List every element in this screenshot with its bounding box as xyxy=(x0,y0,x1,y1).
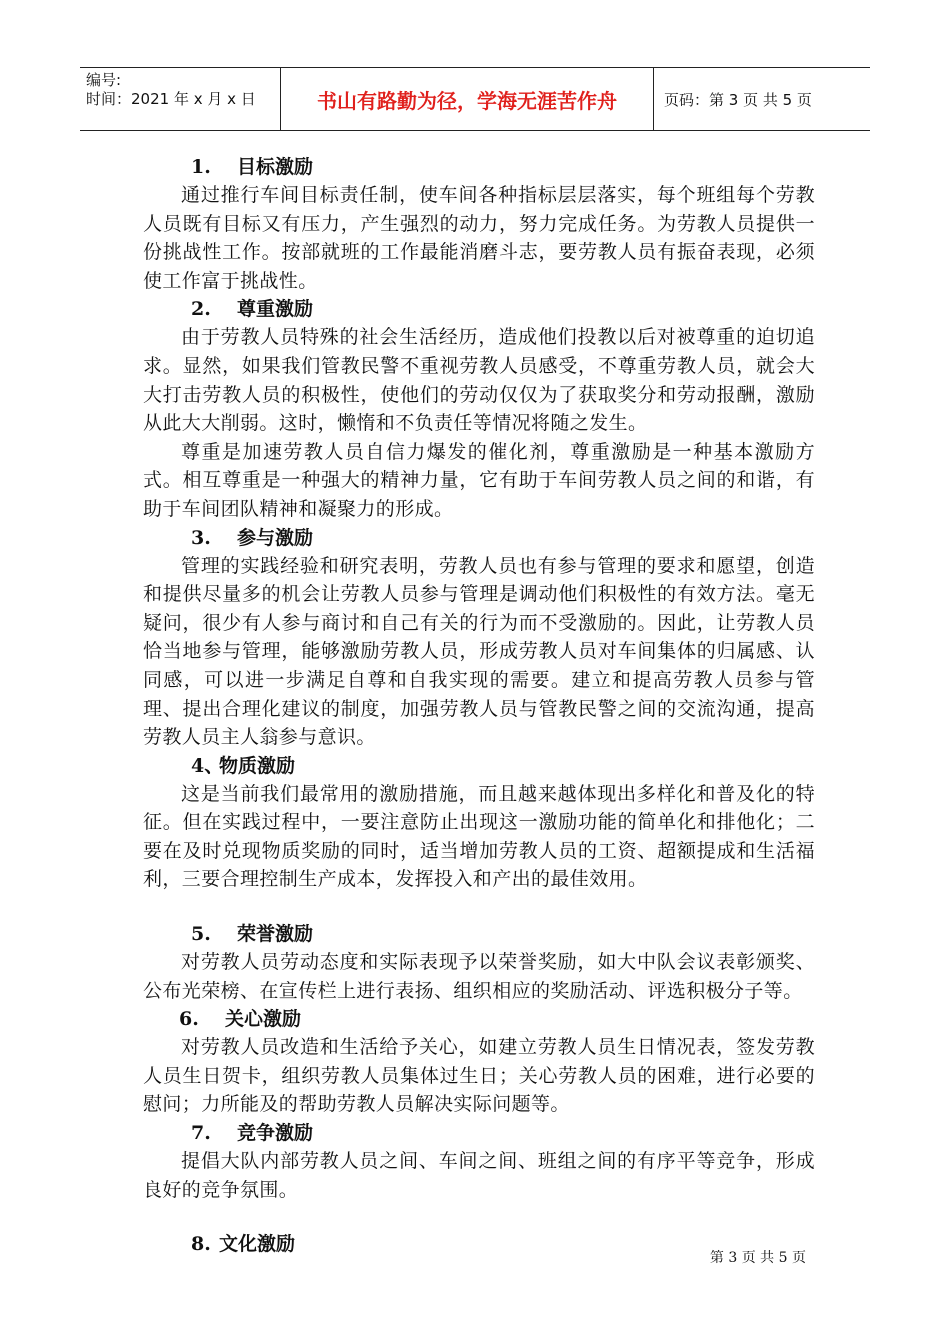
paragraph: 管理的实践经验和研究表明，劳教人员也有参与管理的要求和愿望，创造和提供尽量多的机会让劳教人员参与管理是调动他们积极性的有效方法。毫无疑问，很少有人参与商讨和自己有关的行为而不受激励的。因此，让劳教人员恰当地参与管理，能够激励劳教人员，形成劳教人员对车间集体的归属感、认同感，可以进一步满足自尊和自我实现的需要。建立和提高劳教人员参与管理、提出合理化建议的制度，加强劳教人员与管教民警之间的交流沟通，提高劳教人员主人翁参与意识。 xyxy=(143,554,815,749)
blank-line xyxy=(143,894,815,920)
section-number: 7. xyxy=(191,1122,211,1145)
section-title: 竞争激励 xyxy=(237,1122,314,1145)
section-heading xyxy=(143,524,815,552)
section-title: 物质激励 xyxy=(219,754,296,777)
paragraph: 提倡大队内部劳教人员之间、车间之间、班组之间的有序平等竞争，形成良好的竞争氛围。 xyxy=(143,1150,815,1201)
section-heading xyxy=(143,1005,815,1033)
header-page-info: 页码：第 3 页 共 5 页 xyxy=(664,90,812,109)
section-title: 参与激励 xyxy=(237,526,314,549)
section-heading xyxy=(143,920,815,948)
header-meta xyxy=(80,68,280,130)
section-heading xyxy=(143,295,815,323)
section-title: 尊重激励 xyxy=(237,298,314,321)
paragraph: 对劳教人员劳动态度和实际表现予以荣誉奖励，如大中队会议表彰颁奖、公布光荣榜、在宣传栏上进行表扬、组织相应的奖励活动、评选积极分子等。 xyxy=(143,951,815,1002)
paragraph: 尊重是加速劳教人员自信力爆发的催化剂，尊重激励是一种基本激励方式。相互尊重是一种强大的精神力量，它有助于车间劳教人员之间的和谐，有助于车间团队精神和凝聚力的形成。 xyxy=(143,440,815,520)
section-number: 3. xyxy=(191,526,211,549)
section-number: 1. xyxy=(191,156,211,178)
paragraph: 通过推行车间目标责任制，使车间各种指标层层落实，每个班组每个劳教人员既有目标又有压力，产生强烈的动力，努力完成任务。为劳教人员提供一份挑战性工作。按部就班的工作最能消磨斗志，要劳教人员有振奋表现，必须使工作富于挑战性。 xyxy=(143,184,815,292)
section-title: 关心激励 xyxy=(225,1008,302,1031)
section-number: 5. xyxy=(191,923,211,946)
section-number: 4、 xyxy=(191,754,224,777)
document-body xyxy=(143,153,815,1258)
paragraph: 对劳教人员改造和生活给予关心，如建立劳教人员生日情况表，签发劳教人员生日贺卡，组织劳教人员集体过生日；关心劳教人员的困难，进行必要的慰问；力所能及的帮助劳教人员解决实际问题等。 xyxy=(143,1036,815,1116)
section-title: 目标激励 xyxy=(237,156,314,178)
paragraph: 这是当前我们最常用的激励措施，而且越来越体现出多样化和普及化的特征。但在实践过程中，一要注意防止出现这一激励功能的简单化和排他化；二要在及时兑现物质奖励的同时，适当增加劳教人员的工资、超额提成和生活福利，三要合理控制生产成本，发挥投入和产出的最佳效用。 xyxy=(143,782,815,891)
paragraph: 由于劳教人员特殊的社会生活经历，造成他们投教以后对被尊重的迫切追求。显然，如果我们管教民警不重视劳教人员感受，不尊重劳教人员，就会大大打击劳教人员的积极性，使他们的劳动仅仅为了获取奖分和劳动报酬，激励从此大大削弱。这时，懒惰和不负责任等情况将随之发生。 xyxy=(143,326,815,435)
section-number: 2. xyxy=(191,298,211,321)
section-title: 文化激励 xyxy=(219,1233,296,1256)
section-heading xyxy=(143,752,815,780)
date-label: 时间：2021 年 x 月 x 日 xyxy=(86,90,256,108)
section-number: 8. xyxy=(191,1233,211,1256)
section-heading xyxy=(143,1119,815,1147)
footer-page-info: 第 3 页 共 5 页 xyxy=(709,1250,806,1266)
serial-label: 编号: xyxy=(86,71,122,89)
header-motto: 书山有路勤为径，学海无涯苦作舟 xyxy=(280,68,654,130)
section-number: 6. xyxy=(179,1008,199,1031)
page-header xyxy=(80,67,870,131)
section-title: 荣誉激励 xyxy=(237,923,314,946)
blank-line xyxy=(143,1204,815,1230)
section-heading xyxy=(143,153,815,181)
